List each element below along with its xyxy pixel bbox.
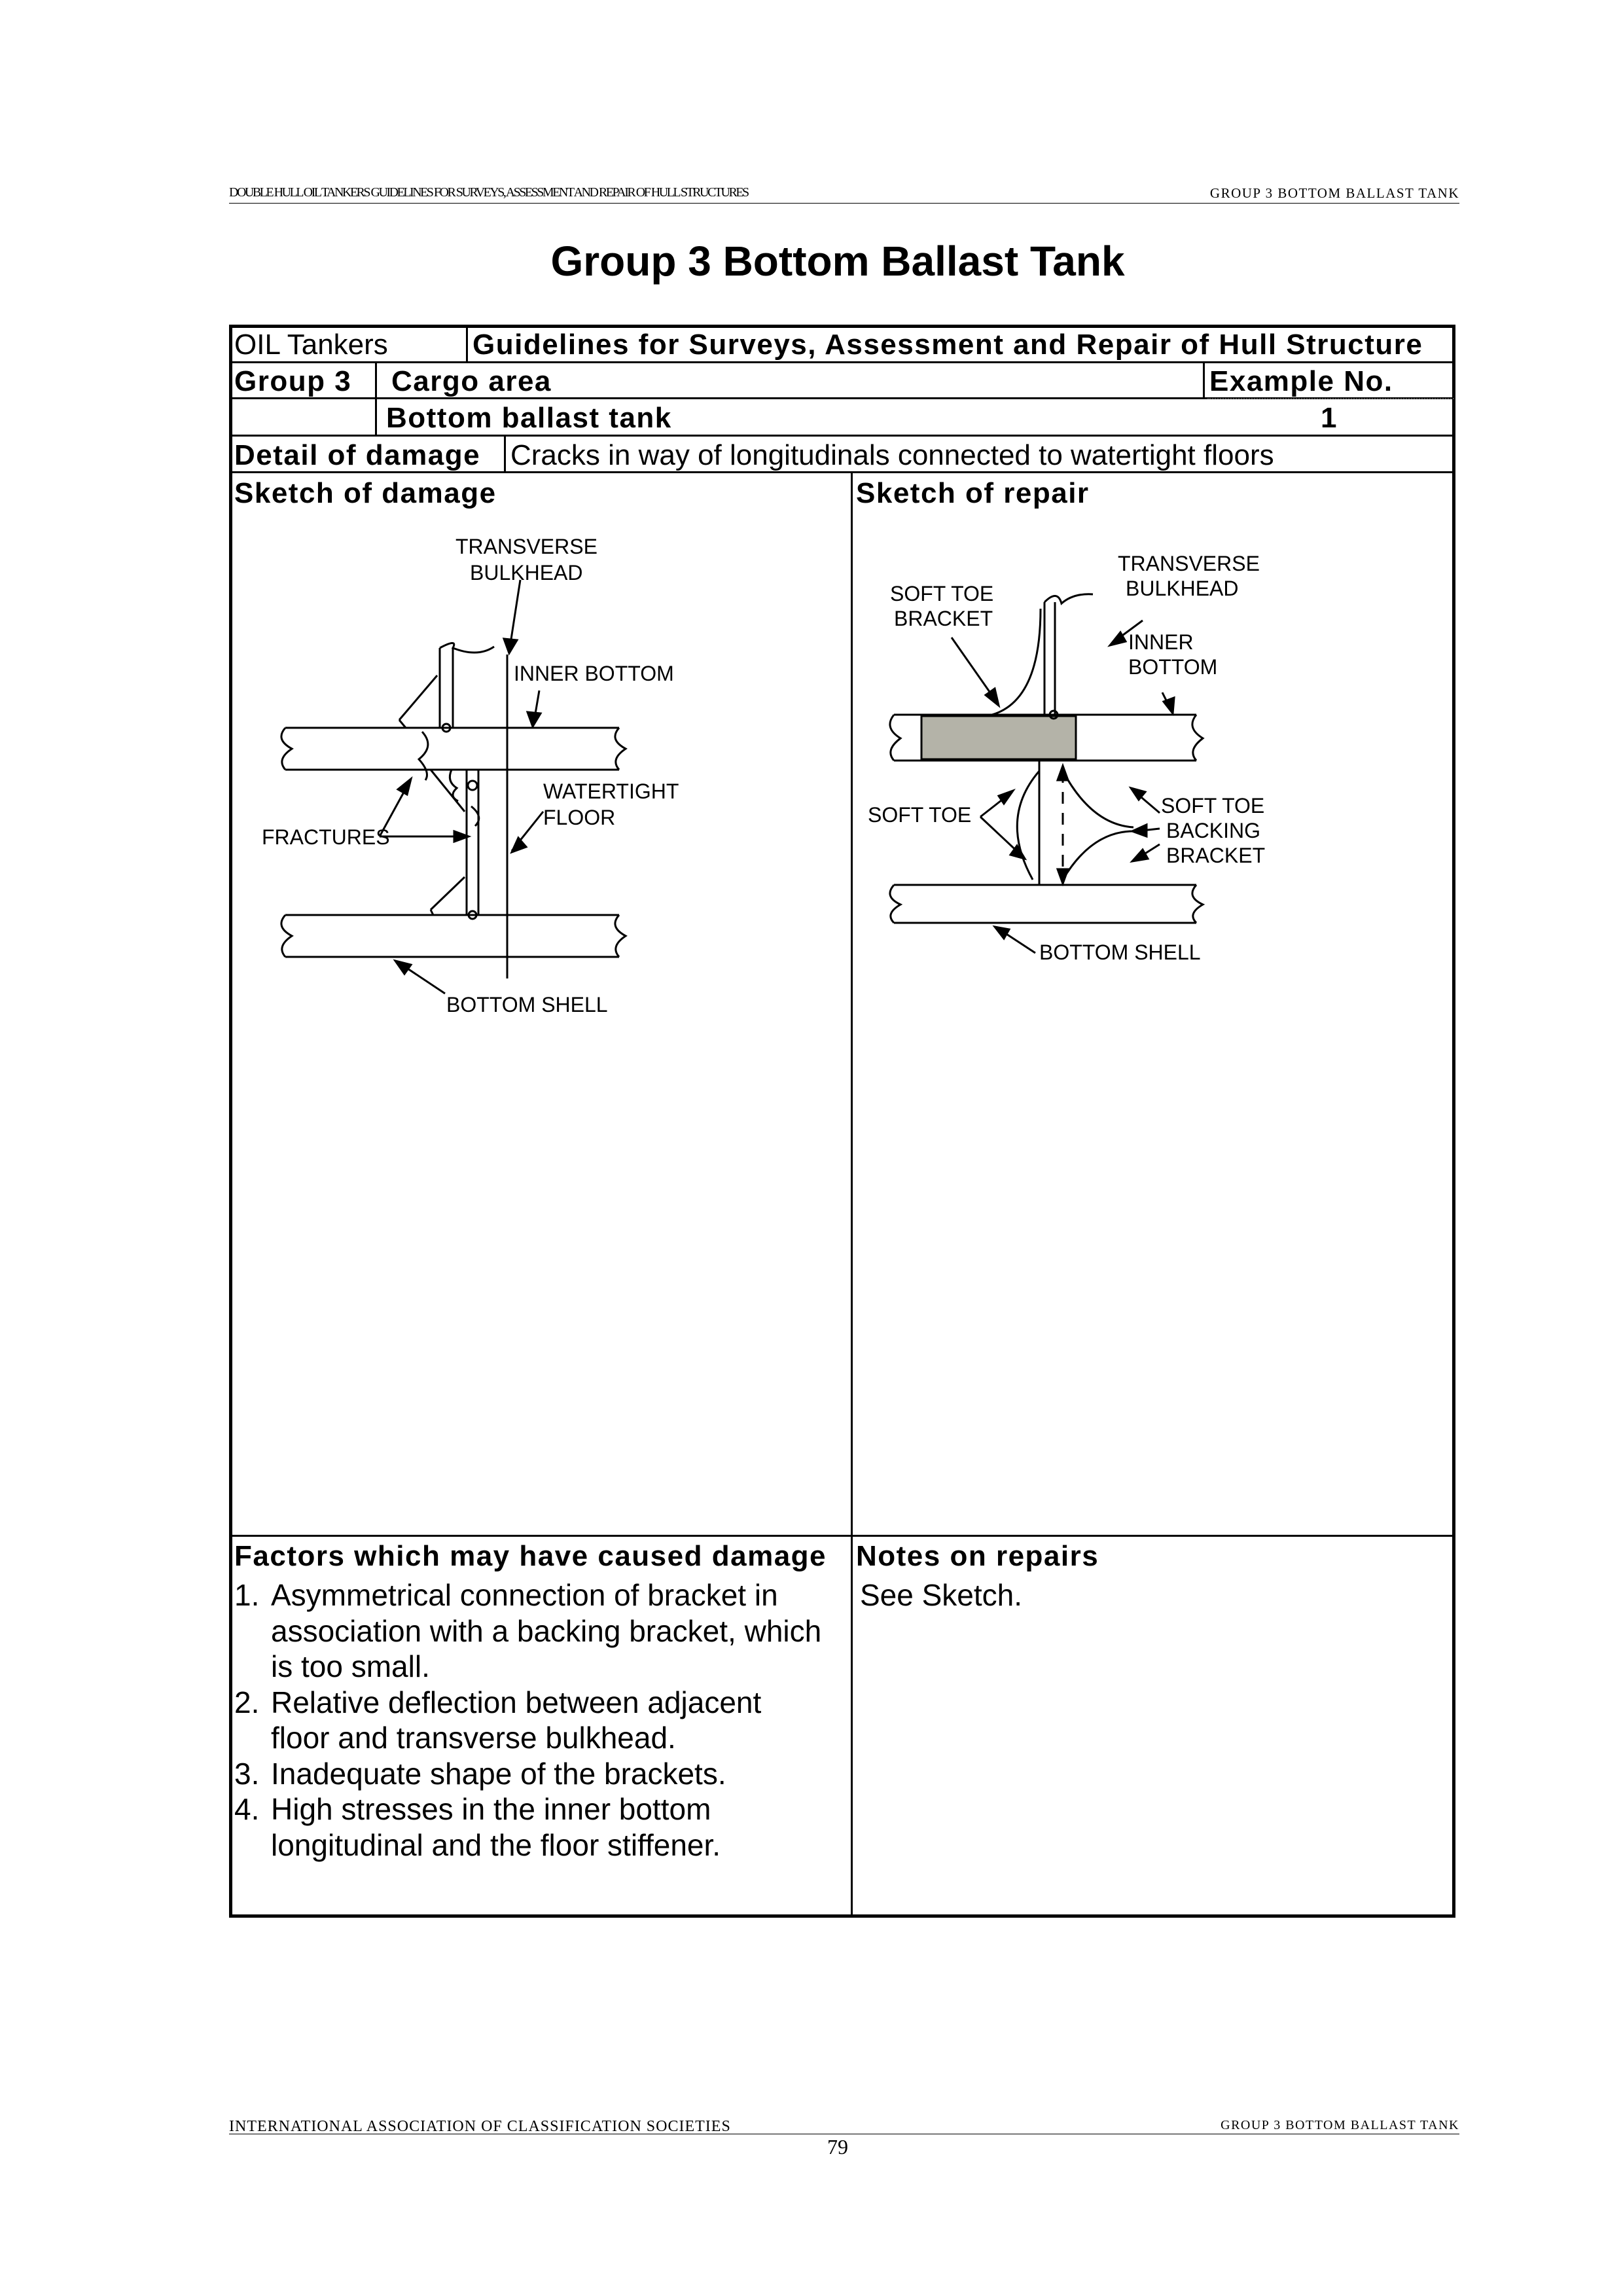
detail-of-damage-text: Cracks in way of longitudinals connected to watertight floors [510, 439, 1274, 471]
tank-label: Bottom ballast tank [386, 402, 672, 434]
arrow-head [1132, 850, 1148, 861]
backing-bracket [1063, 771, 1133, 827]
footer-right: GROUP 3 BOTTOM BALLAST TANK [1221, 2118, 1459, 2132]
insert-plate [921, 716, 1076, 759]
col-divider [375, 397, 377, 435]
page-number: 79 [827, 2135, 848, 2159]
row-divider [229, 1535, 1455, 1537]
col-divider [375, 361, 377, 399]
label-floor: FLOOR [543, 806, 616, 829]
soft-toe [1017, 771, 1039, 880]
label-bottom-shell: BOTTOM SHELL [446, 993, 608, 1016]
running-header-right: GROUP 3 BOTTOM BALLAST TANK [1209, 185, 1459, 201]
bulkhead-break [1044, 594, 1093, 603]
label-fractures: FRACTURES [262, 825, 390, 849]
list-item [234, 1756, 821, 1792]
example-no-label: Example No. [1209, 365, 1393, 397]
list-line: floor and transverse bulkhead. [271, 1721, 676, 1755]
list-line: Relative deflection between adjacent [271, 1685, 762, 1719]
list-number: 4. [234, 1792, 260, 1826]
label-bottom: BOTTOM [1128, 655, 1218, 679]
break-line [890, 885, 901, 923]
label-soft-toe: SOFT TOE [890, 582, 994, 605]
header-rule [229, 203, 1459, 204]
notes-text: See Sketch. [860, 1578, 1023, 1612]
list-line: High stresses in the inner bottom [271, 1792, 711, 1826]
col-divider [504, 435, 506, 473]
cargo-area-label: Cargo area [391, 365, 552, 397]
sketch-of-repair-label: Sketch of repair [856, 477, 1090, 509]
upper-bracket [399, 720, 406, 728]
label-bulkhead: BULKHEAD [1126, 577, 1239, 600]
running-header-left: DOUBLE HULL OIL TANKERS GUIDELINES FOR SURVEYS, ASSESSMENT AND REPAIR OF HULL STRUCTURES [229, 185, 748, 200]
upper-bracket [399, 675, 437, 720]
col-divider [1203, 361, 1205, 399]
list-number: 2. [234, 1685, 260, 1719]
label-soft-toe: SOFT TOE [868, 803, 972, 827]
break-line [615, 915, 626, 957]
list-number: 3. [234, 1756, 260, 1791]
label-inner: INNER [1128, 630, 1194, 654]
page-title: Group 3 Bottom Ballast Tank [550, 238, 1125, 285]
detail-of-damage-label: Detail of damage [234, 439, 481, 471]
list-line: Asymmetrical connection of bracket in [271, 1578, 778, 1612]
list-item [234, 1791, 821, 1863]
soft-toe-bracket [992, 609, 1041, 715]
oil-tankers-label: OIL Tankers [234, 329, 388, 361]
list-line: association with a backing bracket, which [271, 1613, 822, 1648]
arrow-head [527, 712, 541, 726]
break-line [281, 728, 292, 770]
label-soft-toe: SOFT TOE [1161, 794, 1265, 817]
arrow-head [1058, 766, 1068, 780]
list-line: Inadequate shape of the brackets. [271, 1756, 726, 1791]
guidelines-title: Guidelines for Surveys, Assessment and Repair of Hull Structure [473, 329, 1423, 361]
label-bracket: BRACKET [894, 607, 993, 630]
factors-label: Factors which may have caused damage [234, 1540, 827, 1572]
break-line [281, 915, 292, 957]
label-bulkhead: BULKHEAD [470, 561, 583, 584]
label-backing: BACKING [1166, 819, 1261, 842]
row-divider [229, 471, 1455, 473]
weld-dot [468, 781, 477, 790]
example-dotted-rule [1207, 398, 1454, 399]
label-bracket: BRACKET [1166, 844, 1266, 867]
label-inner-bottom: INNER BOTTOM [514, 662, 674, 685]
break-line [1192, 715, 1203, 761]
list-item [234, 1685, 821, 1756]
group-label: Group 3 [234, 365, 352, 397]
factors-list [234, 1577, 821, 1863]
row-divider [229, 435, 1455, 437]
break-line [890, 715, 901, 761]
list-item [234, 1577, 821, 1685]
arrow-head [395, 961, 411, 974]
fracture [419, 732, 428, 780]
arrow-head [512, 838, 526, 852]
col-divider [851, 471, 853, 1918]
arrow-head [986, 689, 999, 706]
label-transverse: TRANSVERSE [1118, 552, 1260, 575]
label-watertight: WATERTIGHT [543, 780, 679, 803]
arrow-head [1132, 825, 1147, 836]
arrow-head [504, 639, 517, 653]
label-transverse: TRANSVERSE [455, 535, 597, 558]
break-line [615, 728, 626, 770]
list-line: is too small. [271, 1649, 430, 1683]
damage-sketch [262, 524, 681, 1034]
arrow-head [995, 927, 1009, 939]
bulkhead-break [440, 643, 494, 653]
list-number: 1. [234, 1578, 260, 1612]
lower-bracket [431, 877, 465, 910]
arrow-head [1058, 869, 1068, 884]
lower-bracket [431, 770, 465, 812]
col-divider [466, 325, 468, 363]
backing-bracket [1063, 831, 1133, 880]
list-line: longitudinal and the floor stiffener. [271, 1827, 721, 1862]
footer-left: INTERNATIONAL ASSOCIATION OF CLASSIFICATION SOCIETIES [229, 2118, 731, 2135]
arrow-head [398, 779, 411, 795]
notes-label: Notes on repairs [856, 1540, 1099, 1572]
break-line [1192, 885, 1203, 923]
sketch-of-damage-label: Sketch of damage [234, 477, 497, 509]
row-divider [229, 361, 1455, 363]
example-no-value: 1 [1321, 402, 1338, 434]
label-bottom-shell: BOTTOM SHELL [1039, 941, 1201, 964]
repair-sketch [864, 543, 1283, 1001]
arrow-head [1164, 698, 1174, 713]
